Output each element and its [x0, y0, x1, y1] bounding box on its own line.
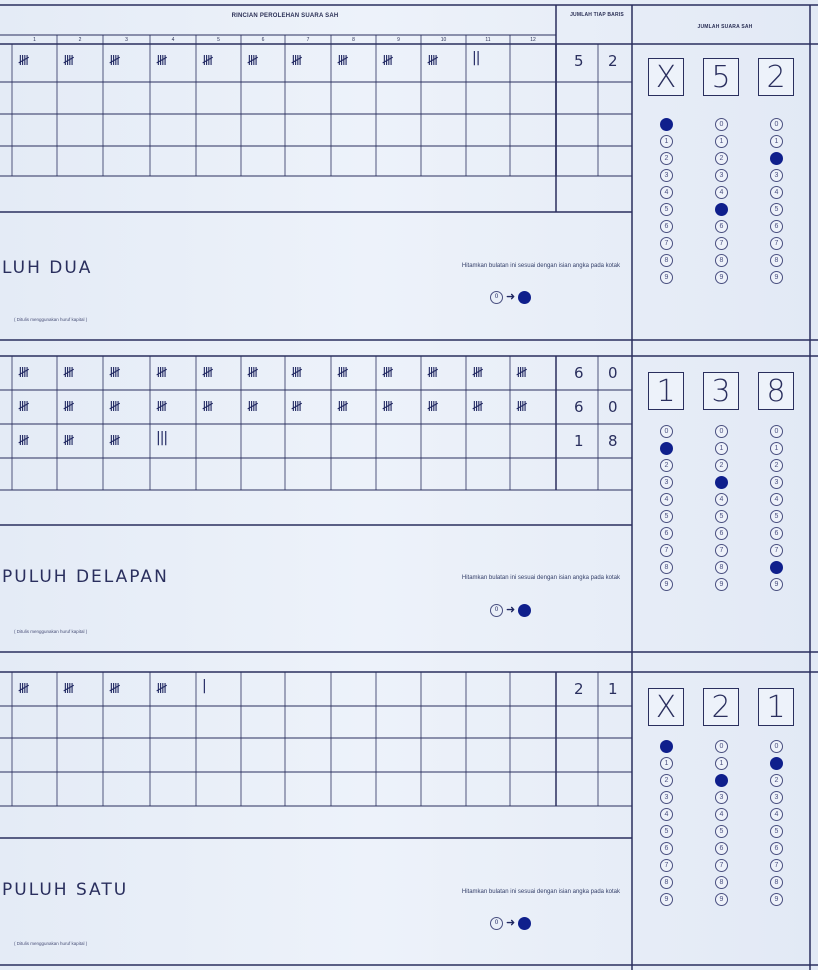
digit-bubble[interactable]: 2 [660, 459, 673, 472]
tally-mark: 𝍸 [63, 53, 74, 69]
row-total-digit: 0 [608, 398, 618, 416]
digit-bubble[interactable]: 6 [770, 842, 783, 855]
digit-bubble[interactable]: 9 [715, 271, 728, 284]
digit-bubble[interactable]: 0 [715, 118, 728, 131]
digit-bubble[interactable] [660, 740, 673, 753]
tally-mark: 𝍸 [156, 365, 167, 381]
column-number: 4 [171, 37, 175, 43]
row-total-digit: 6 [574, 364, 584, 382]
digit-bubble[interactable]: 2 [770, 774, 783, 787]
total-digit-box[interactable]: 8 [758, 372, 794, 410]
digit-bubble[interactable] [660, 442, 673, 455]
digit-bubble[interactable]: 7 [660, 237, 673, 250]
digit-bubble[interactable]: 6 [770, 527, 783, 540]
total-digit-box[interactable]: X [648, 58, 684, 96]
column-number: 5 [217, 37, 220, 43]
tally-mark: 𝍸 [382, 365, 393, 381]
digit-bubble[interactable]: 4 [715, 493, 728, 506]
digit-bubble[interactable]: 4 [770, 186, 783, 199]
tally-mark: 𝍸 [18, 53, 29, 69]
digit-bubble[interactable]: 4 [770, 808, 783, 821]
tally-mark: 𝍸 [156, 681, 167, 697]
capital-letters-note: ( Ditulis menggunakan huruf kapital ) [14, 941, 88, 946]
digit-bubble[interactable]: 3 [660, 476, 673, 489]
digit-bubble[interactable] [715, 203, 728, 216]
digit-bubble[interactable]: 1 [715, 442, 728, 455]
digit-bubble[interactable]: 3 [770, 476, 783, 489]
tally-mark: 𝍸 [337, 53, 348, 69]
example-bubble-arrow: 0 ➜ [490, 916, 531, 930]
digit-bubble[interactable]: 2 [660, 152, 673, 165]
total-digit-box[interactable]: 1 [758, 688, 794, 726]
digit-bubble[interactable]: 0 [770, 118, 783, 131]
digit-bubble[interactable]: 9 [660, 578, 673, 591]
digit-bubble[interactable]: 7 [660, 859, 673, 872]
digit-bubble[interactable]: 7 [770, 859, 783, 872]
tally-mark: 𝍸 [382, 399, 393, 415]
tally-mark: 𝍸 [472, 399, 483, 415]
digit-bubble[interactable]: 9 [660, 271, 673, 284]
tally-mark: 𝍸 [18, 433, 29, 449]
digit-bubble[interactable]: 8 [715, 561, 728, 574]
total-digit-box[interactable]: 5 [703, 58, 739, 96]
digit-bubble[interactable] [770, 757, 783, 770]
bubble-instruction: Hitamkan bulatan ini sesuai dengan isian angka pada kotak [461, 575, 620, 581]
column-number: 8 [352, 37, 355, 43]
column-number: 1 [33, 37, 36, 43]
capital-letters-note: ( Ditulis menggunakan huruf kapital ) [14, 317, 88, 322]
digit-bubble[interactable]: 6 [660, 220, 673, 233]
digit-bubble[interactable]: 2 [715, 459, 728, 472]
column-number: 7 [306, 37, 310, 43]
tally-mark: 𝍸 [202, 53, 213, 69]
tally-mark: 𝍸 [247, 365, 258, 381]
digit-bubble[interactable]: 8 [660, 876, 673, 889]
digit-bubble[interactable] [715, 774, 728, 787]
tally-mark: 𝍸 [291, 365, 302, 381]
tally-mark: 𝍸 [202, 365, 213, 381]
digit-bubble[interactable]: 7 [715, 859, 728, 872]
tally-mark: 𝍸 [382, 53, 393, 69]
tally-mark: 𝍸 [291, 53, 302, 69]
digit-bubble[interactable]: 1 [660, 757, 673, 770]
tally-mark: 𝍸 [247, 399, 258, 415]
tally-mark: 𝍸 [337, 365, 348, 381]
bubble-instruction: Hitamkan bulatan ini sesuai dengan isian angka pada kotak [461, 889, 620, 895]
example-bubble-arrow: 0 ➜ [490, 603, 531, 617]
header-rincian: RINCIAN PEROLEHAN SUARA SAH [231, 13, 339, 19]
digit-bubble[interactable]: 0 [660, 425, 673, 438]
digit-bubble[interactable]: 5 [770, 203, 783, 216]
digit-bubble[interactable]: 5 [715, 825, 728, 838]
digit-bubble[interactable] [660, 118, 673, 131]
total-digit-box[interactable]: 2 [758, 58, 794, 96]
tally-mark: 𝍸 [18, 399, 29, 415]
digit-bubble[interactable]: 4 [660, 493, 673, 506]
tally-mark: 𝍸 [63, 399, 74, 415]
tally-mark: 𝍸 [291, 399, 302, 415]
header-jumlah-tiap-baris: JUMLAH TIAP BARIS [570, 12, 624, 18]
column-number: 11 [485, 37, 491, 43]
digit-bubble[interactable]: 7 [660, 544, 673, 557]
digit-bubble[interactable]: 4 [715, 808, 728, 821]
digit-bubble[interactable]: 1 [715, 135, 728, 148]
digit-bubble[interactable]: 5 [660, 203, 673, 216]
row-total-digit: 2 [574, 680, 584, 698]
digit-bubble[interactable]: 7 [715, 544, 728, 557]
digit-bubble[interactable]: 6 [715, 220, 728, 233]
digit-bubble[interactable]: 2 [770, 459, 783, 472]
example-bubble-arrow: 0 ➜ [490, 290, 531, 304]
tally-mark: 𝍸 [63, 681, 74, 697]
digit-bubble[interactable] [770, 561, 783, 574]
digit-bubble[interactable]: 2 [660, 774, 673, 787]
digit-bubble[interactable]: 0 [715, 740, 728, 753]
column-number: 3 [125, 37, 128, 43]
digit-bubble[interactable]: 9 [770, 893, 783, 906]
digit-bubble[interactable] [715, 476, 728, 489]
total-in-words: PULUH SATU [2, 880, 129, 900]
total-digit-box[interactable]: 3 [703, 372, 739, 410]
tally-mark: 𝍸 [109, 399, 120, 415]
tally-mark: 𝍸 [427, 399, 438, 415]
tally-mark: 𝍸 [202, 399, 213, 415]
tally-mark: 𝍸 [109, 681, 120, 697]
tally-mark: 𝍸 [156, 53, 167, 69]
total-in-words: LUH DUA [2, 258, 93, 278]
digit-bubble[interactable]: 5 [770, 825, 783, 838]
tally-mark: 𝍸 [247, 53, 258, 69]
digit-bubble[interactable]: 5 [660, 825, 673, 838]
digit-bubble[interactable]: 8 [770, 254, 783, 267]
bubble-instruction: Hitamkan bulatan ini sesuai dengan isian angka pada kotak [461, 263, 620, 269]
tally-mark: 𝍸 [156, 399, 167, 415]
digit-bubble[interactable]: 9 [715, 578, 728, 591]
digit-bubble[interactable]: 0 [770, 425, 783, 438]
digit-bubble[interactable]: 3 [770, 169, 783, 182]
tally-mark: 𝍸 [109, 365, 120, 381]
digit-bubble[interactable]: 5 [715, 510, 728, 523]
digit-bubble[interactable] [770, 152, 783, 165]
digit-bubble[interactable]: 4 [715, 186, 728, 199]
digit-bubble[interactable]: 6 [660, 842, 673, 855]
capital-letters-note: ( Ditulis menggunakan huruf kapital ) [14, 629, 88, 634]
column-number: 2 [78, 37, 82, 43]
digit-bubble[interactable]: 3 [660, 169, 673, 182]
digit-bubble[interactable]: 1 [770, 135, 783, 148]
digit-bubble[interactable]: 8 [715, 876, 728, 889]
tally-mark: 𝍸 [427, 365, 438, 381]
digit-bubble[interactable]: 8 [770, 876, 783, 889]
digit-bubble[interactable]: 9 [660, 893, 673, 906]
digit-bubble[interactable]: 9 [770, 271, 783, 284]
column-number: 6 [261, 37, 265, 43]
row-total-digit: 0 [608, 364, 618, 382]
total-digit-box[interactable]: 1 [648, 372, 684, 410]
digit-bubble[interactable]: 9 [715, 893, 728, 906]
digit-bubble[interactable]: 4 [660, 808, 673, 821]
tally-mark: 𝍸 [18, 365, 29, 381]
digit-bubble[interactable]: 6 [715, 527, 728, 540]
total-digit-box[interactable]: X [648, 688, 684, 726]
digit-bubble[interactable]: 4 [770, 493, 783, 506]
column-number: 9 [397, 37, 400, 43]
tally-mark: ||| [156, 430, 168, 446]
digit-bubble[interactable]: 6 [660, 527, 673, 540]
tally-mark: 𝍸 [63, 433, 74, 449]
digit-bubble[interactable]: 4 [660, 186, 673, 199]
tally-mark: 𝍸 [63, 365, 74, 381]
digit-bubble[interactable]: 8 [660, 254, 673, 267]
row-total-digit: 1 [574, 432, 584, 450]
tally-mark: || [472, 50, 480, 66]
tally-mark: 𝍸 [109, 433, 120, 449]
digit-bubble[interactable]: 3 [770, 791, 783, 804]
digit-bubble[interactable]: 7 [770, 237, 783, 250]
tally-mark: | [202, 678, 206, 694]
digit-bubble[interactable]: 7 [715, 237, 728, 250]
row-total-digit: 6 [574, 398, 584, 416]
digit-bubble[interactable]: 7 [770, 544, 783, 557]
tally-mark: 𝍸 [109, 53, 120, 69]
column-number: 12 [530, 37, 536, 43]
digit-bubble[interactable]: 3 [715, 791, 728, 804]
digit-bubble[interactable]: 8 [660, 561, 673, 574]
tally-mark: 𝍸 [18, 681, 29, 697]
digit-bubble[interactable]: 9 [770, 578, 783, 591]
digit-bubble[interactable]: 3 [660, 791, 673, 804]
digit-bubble[interactable]: 1 [770, 442, 783, 455]
column-number: 10 [440, 37, 447, 43]
digit-bubble[interactable]: 0 [770, 740, 783, 753]
tally-mark: 𝍸 [516, 399, 527, 415]
row-total-digit: 2 [608, 52, 618, 70]
digit-bubble[interactable]: 1 [715, 757, 728, 770]
digit-bubble[interactable]: 5 [660, 510, 673, 523]
row-total-digit: 8 [608, 432, 618, 450]
tally-mark: 𝍸 [516, 365, 527, 381]
tally-mark: 𝍸 [427, 53, 438, 69]
header-jumlah-suara-sah: JUMLAH SUARA SAH [697, 24, 753, 30]
row-total-digit: 5 [574, 52, 584, 70]
tally-mark: 𝍸 [472, 365, 483, 381]
total-digit-box[interactable]: 2 [703, 688, 739, 726]
digit-bubble[interactable]: 0 [715, 425, 728, 438]
digit-bubble[interactable]: 6 [770, 220, 783, 233]
tally-mark: 𝍸 [337, 399, 348, 415]
digit-bubble[interactable]: 3 [715, 169, 728, 182]
digit-bubble[interactable]: 1 [660, 135, 673, 148]
digit-bubble[interactable]: 2 [715, 152, 728, 165]
total-in-words: PULUH DELAPAN [2, 567, 169, 587]
digit-bubble[interactable]: 6 [715, 842, 728, 855]
digit-bubble[interactable]: 5 [770, 510, 783, 523]
digit-bubble[interactable]: 8 [715, 254, 728, 267]
row-total-digit: 1 [608, 680, 618, 698]
